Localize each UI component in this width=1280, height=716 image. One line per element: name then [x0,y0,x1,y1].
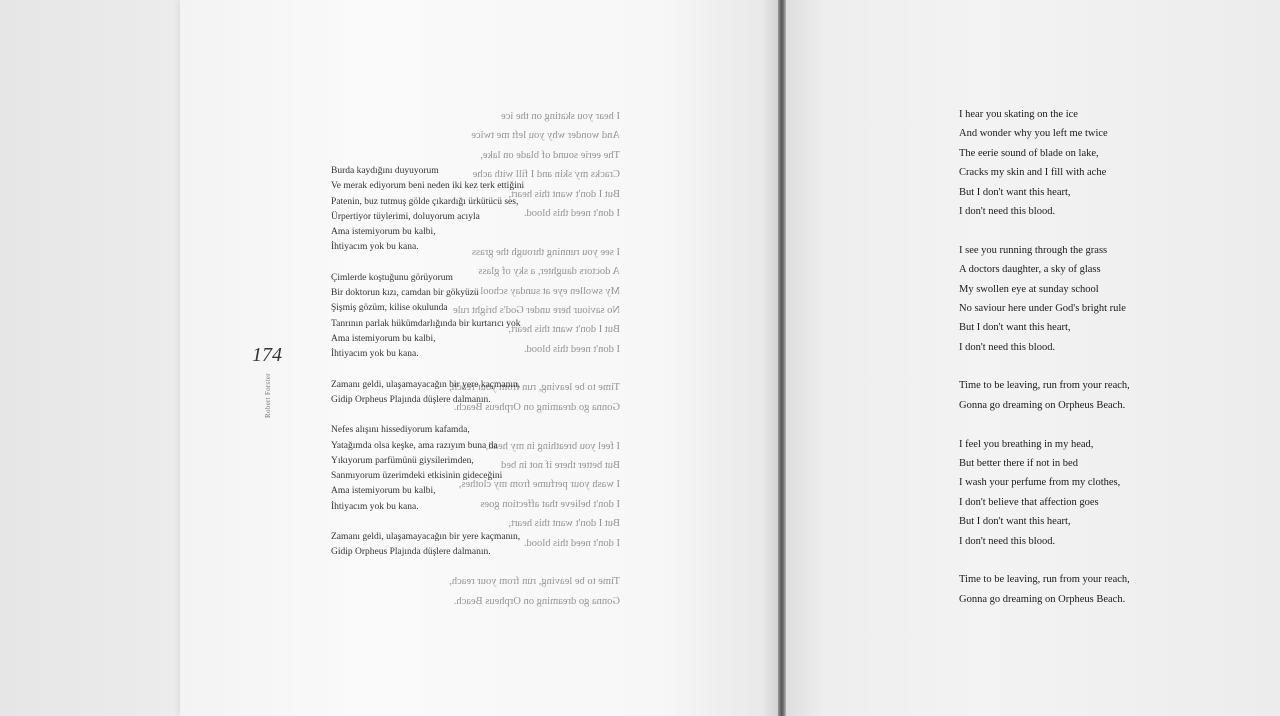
show-through-line: Time to be leaving, run from your reach, [449,382,620,394]
english-line: I see you running through the grass [959,244,1108,256]
turkish-line: İhtiyacım yok bu kana. [331,349,419,359]
english-line: I hear you skating on the ice [959,109,1078,120]
turkish-line: Gidip Orpheus Plajında düşlere dalmanın. [331,394,491,405]
english-line: Gonna go dreaming on Orpheus Beach. [959,593,1126,605]
show-through-line: Time to be leaving, run from your reach, [449,576,620,588]
show-through-line: But I don't want this heart, [508,188,620,200]
turkish-line: Ama istemiyorum bu kalbi, [331,227,436,237]
stanza-gap [959,415,1259,434]
stanza-gap [331,362,581,377]
show-through-line: I feel you breathing in my head, [485,440,620,452]
english-line: The eerie sound of blade on lake, [959,147,1099,159]
show-through-line: I see you running through the grass [471,246,620,258]
english-line: But I don't want this heart, [959,322,1071,334]
turkish-line: Patenin, buz tutmuş gölde çıkardığı ürkütücü ses, [331,196,519,207]
stanza-gap [331,408,581,423]
english-line: Cracks my skin and I fill with ache [959,167,1107,179]
english-line: A doctors daughter, a sky of glass [959,264,1101,276]
english-line: I don't need this blood. [959,535,1056,547]
show-through-line: But better there if not in bed [501,460,620,472]
english-line: My swollen eye at sunday school [959,283,1099,295]
stanza-gap [959,551,1259,570]
page-number: 174 [252,344,282,366]
turkish-line: İhtiyacım yok bu kana. [331,501,419,512]
english-line: But better there if not in bed [959,458,1078,470]
show-through-line: But I don't want this heart, [508,324,620,336]
show-through-line: I don't need this blood. [523,207,620,219]
english-line: I don't believe that affection goes [959,496,1099,508]
turkish-line: Ürpertiyor tüylerimi, doluyorum acıyla [331,211,480,222]
english-line: And wonder why you left me twice [959,128,1108,140]
turkish-line: Yatağımda olsa keşke, ama razıyım buna da [331,440,498,451]
show-through-line: I hear you skating on the ice [501,111,620,122]
english-line: Gonna go dreaming on Orpheus Beach. [959,399,1126,411]
show-through-line: Gonna go dreaming on Orpheus Beach. [453,401,620,413]
english-line: But I don't want this heart, [959,186,1071,198]
english-lyrics [959,105,1259,609]
stanza-gap [959,221,1259,240]
turkish-line: Şişmiş gözüm, kilise okulunda [331,303,448,314]
turkish-line: Yıkıyorum parfümünü giysilerimden, [331,455,474,466]
english-line: I don't need this blood. [959,205,1056,217]
turkish-line: Ama istemiyorum bu kalbi, [331,486,436,497]
show-through-line: I don't believe that affection goes [480,498,620,510]
show-through-line: The eerie sound of blade on lake, [480,149,620,161]
stanza-gap [331,515,581,530]
show-through-line: Gonna go dreaming on Orpheus Beach. [453,595,620,607]
english-line: Time to be leaving, run from your reach, [959,380,1130,392]
show-through-line: I don't need this blood. [523,343,620,355]
show-through-line: I wash your perfume from my clothes, [458,479,620,491]
english-line: I don't need this blood. [959,341,1056,353]
turkish-line: Bir doktorun kızı, camdan bir gökyüzü [331,288,479,298]
turkish-line: Tanrının parlak hükümdarlığında bir kurtarıcı yok [331,318,521,329]
english-line: No saviour here under God's bright rule [959,302,1126,314]
show-through-line: And wonder why you left me twice [471,130,620,142]
show-through-line: I don't need this blood. [523,537,620,549]
stanza-gap [959,357,1259,376]
turkish-line: Gidip Orpheus Plajında düşlere dalmanın. [331,547,491,558]
show-through-line: Cracks my skin and I fill with ache [472,169,620,181]
turkish-translation [331,164,581,561]
turkish-line: Çimlerde koştuğunu görüyorum [331,272,453,283]
turkish-line: İhtiyacım yok bu kana. [331,242,419,253]
turkish-line: Burda kaydığını duyuyorum [331,166,439,176]
turkish-line: Zamanı geldi, ulaşamayacağın bir yere kaçmanın, [331,379,521,390]
english-line: But I don't want this heart, [959,516,1071,528]
english-line: I feel you breathing in my head, [959,438,1094,450]
turkish-line: Zamanı geldi, ulaşamayacağın bir yere kaçmanın, [331,532,521,542]
turkish-line: Ama istemiyorum bu kalbi, [331,333,436,344]
show-through-line: A doctors daughter, a sky of glass [478,266,620,278]
show-through-line: But I don't want this heart, [508,518,620,530]
english-line: Time to be leaving, run from your reach, [959,574,1130,586]
turkish-line: Sanmıyorum üzerimdeki etkisinin gideceğini [331,471,503,481]
english-line: I wash your perfume from my clothes, [959,477,1121,489]
book-spine [778,0,786,716]
author-name: Robert Forster [264,373,272,418]
show-through-line: No saviour here under God's bright rule [453,304,620,316]
turkish-line: Nefes alışını hissediyorum kafamda, [331,425,470,436]
turkish-line: Ve merak ediyorum beni neden iki kez terk ettiğini [331,181,525,192]
show-through-line: My swollen eye at sunday school [480,285,620,297]
stanza-gap [331,256,581,271]
